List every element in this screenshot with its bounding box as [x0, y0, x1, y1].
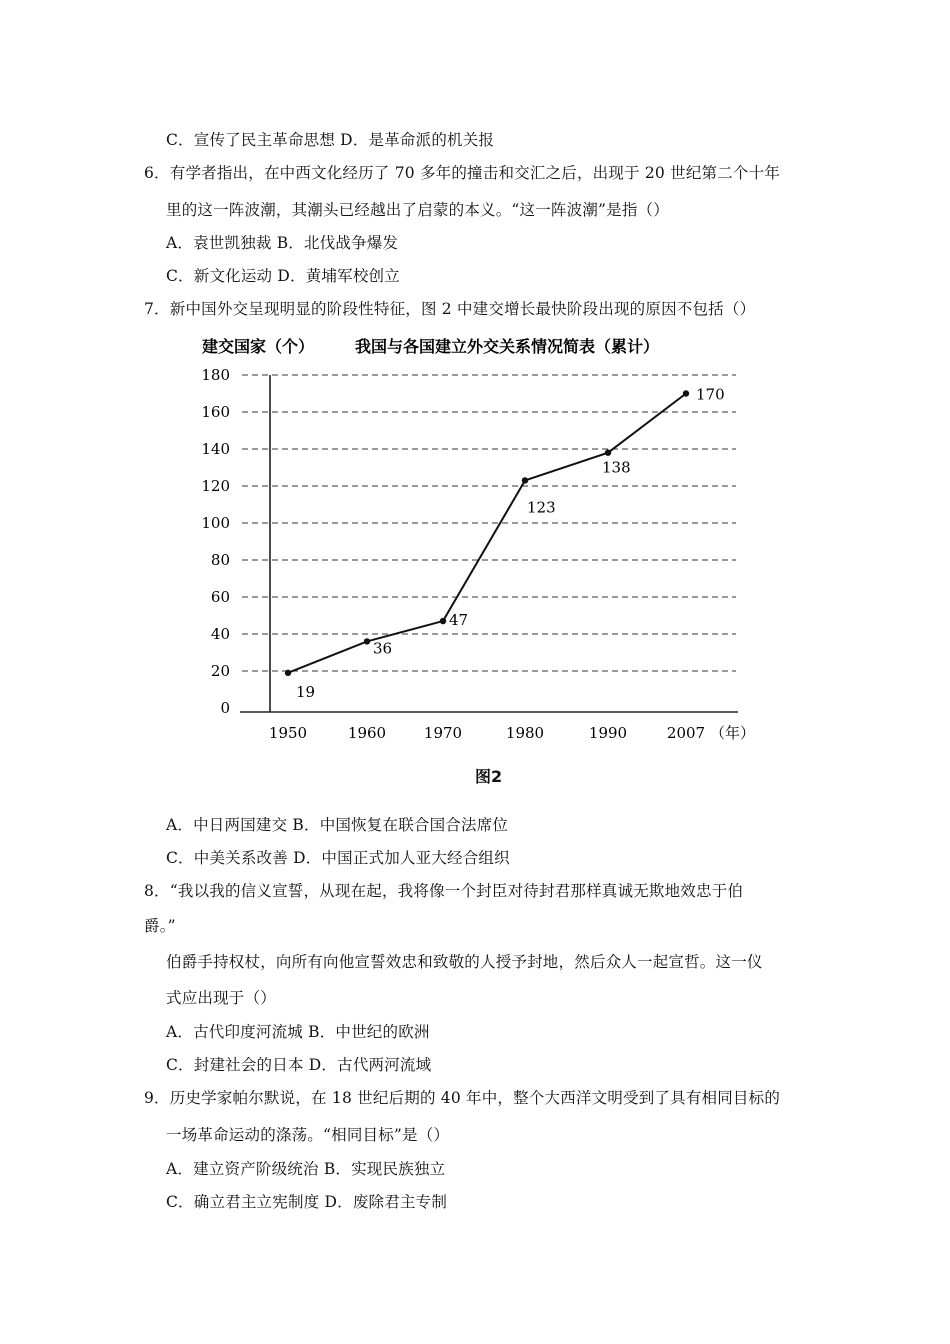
y-tick-label: 180 [201, 366, 230, 384]
question-9-stem: 9．历史学家帕尔默说，在 18 世纪后期的 40 年中，整个大西洋文明受到了具有相同目标的 [144, 1089, 781, 1107]
figure-caption: 图2 [475, 767, 503, 786]
data-label: 36 [373, 639, 393, 658]
question-8-options-ab: A．古代印度河流城 B．中世纪的欧洲 [166, 1023, 430, 1041]
data-label: 47 [449, 611, 469, 630]
question-9-options-cd: C．确立君主立宪制度 D．废除君主专制 [166, 1193, 448, 1211]
question-9-stem-cont: 一场革命运动的涤荡。“相同目标”是（） [166, 1126, 450, 1144]
question-6-options-ab: A．袁世凯独裁 B．北伐战争爆发 [166, 234, 399, 252]
x-tick-label: 1970 [423, 724, 463, 742]
data-points [285, 386, 725, 701]
x-tick-label: 1960 [347, 724, 387, 742]
x-tick-labels [269, 724, 705, 742]
y-tick-label: 160 [201, 403, 230, 421]
data-point [440, 618, 446, 624]
data-label: 123 [527, 498, 556, 517]
data-label: 19 [296, 682, 316, 701]
y-tick-label: 120 [201, 477, 230, 495]
question-8-context: 伯爵手持权杖，向所有向他宣誓效忠和致敬的人授予封地，然后众人一起宣哲。这一仪 [166, 953, 763, 971]
data-point [285, 670, 291, 676]
question-6-stem-cont: 里的这一阵波潮，其潮头已经越出了启蒙的本义。“这一阵波潮”是指（） [166, 201, 669, 219]
data-point [522, 477, 528, 483]
question-7-options-ab: A．中日两国建交 B．中国恢复在联合国合法席位 [166, 816, 509, 834]
question-6-options-cd: C．新文化运动 D．黄埔军校创立 [166, 267, 400, 285]
question-9-options-ab: A．建立资产阶级统治 B．实现民族独立 [166, 1160, 446, 1178]
chart-xlabel: （年） [710, 724, 756, 742]
chart-title: 我国与各国建立外交关系情况简表（累计） [355, 337, 660, 356]
data-label: 138 [602, 458, 631, 477]
chart-grid [242, 375, 736, 671]
y-tick-label: 60 [210, 588, 230, 606]
y-tick-labels [201, 366, 230, 717]
data-point [683, 390, 689, 396]
question-6-stem: 6．有学者指出，在中西文化经历了 70 多年的撞击和交汇之后，出现于 20 世纪第二个十年 [144, 164, 781, 182]
x-tick-label: 1980 [505, 724, 545, 742]
x-tick-label: 1950 [268, 724, 308, 742]
y-tick-label: 20 [210, 662, 230, 680]
question-8-options-cd: C．封建社会的日本 D．古代两河流域 [166, 1056, 432, 1074]
data-point [364, 638, 370, 644]
x-tick-label: 2007 [666, 724, 706, 742]
y-tick-label: 0 [220, 699, 230, 717]
option-line-5cd: C．宣传了民主革命思想 D．是革命派的机关报 [166, 131, 495, 149]
y-tick-label: 40 [210, 625, 230, 643]
question-8-stem-cont: 爵。” [144, 917, 176, 935]
diplomatic-relations-chart [180, 330, 780, 750]
data-point [605, 450, 611, 456]
chart-ylabel: 建交国家（个） [202, 337, 315, 356]
question-8-stem: 8．“我以我的信义宣誓，从现在起，我将像一个封臣对待封君那样真诚无欺地效忠于伯 [144, 882, 744, 900]
question-8-context-cont: 式应出现于（） [166, 989, 276, 1007]
series-line [288, 394, 686, 673]
x-tick-label: 1990 [588, 724, 628, 742]
y-tick-label: 80 [210, 551, 230, 569]
y-tick-label: 140 [201, 440, 230, 458]
question-7-options-cd: C．中美关系改善 D．中国正式加人亚大经合组织 [166, 849, 510, 867]
question-7-stem: 7．新中国外交呈现明显的阶段性特征，图 2 中建交增长最快阶段出现的原因不包括（） [144, 300, 756, 318]
data-label: 170 [696, 385, 725, 404]
y-tick-label: 100 [201, 514, 230, 532]
